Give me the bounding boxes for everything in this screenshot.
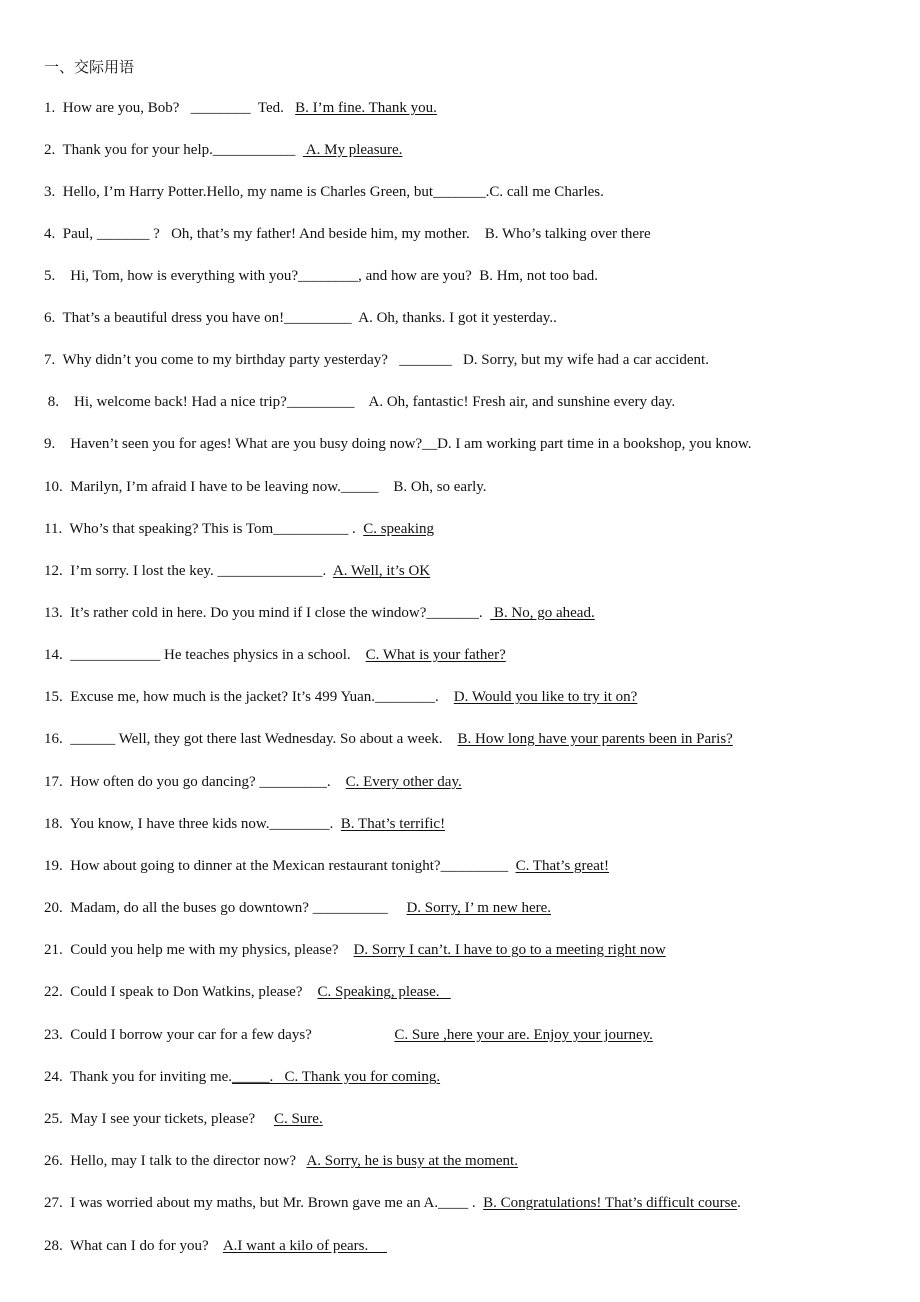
list-item: 22. Could I speak to Don Watkins, please? C. Speaking, please. — [44, 984, 451, 1000]
section-title: 一、交际用语 — [44, 58, 135, 76]
answer: C. Sure. — [273, 1111, 323, 1127]
list-item: 1. How are you, Bob? ________ Ted. B. I’m fine. Thank you. — [44, 100, 437, 116]
list-item: 17. How often do you go dancing? _________. C. Every other day. — [44, 774, 462, 790]
answer: C. Speaking, please. — [317, 984, 451, 1000]
answer: B. How long have your parents been in Paris? — [457, 731, 733, 747]
list-item: 28. What can I do for you? A.I want a kilo of pears. — [44, 1238, 387, 1254]
answer: A. Well, it’s OK — [332, 563, 431, 579]
list-item: 5. Hi, Tom, how is everything with you?________, and how are you? B. Hm, not too bad. — [44, 268, 599, 284]
answer: C. That’s great! — [515, 858, 610, 874]
answer: C. speaking — [363, 521, 435, 537]
list-item: 26. Hello, may I talk to the director now? A. Sorry, he is busy at the moment. — [44, 1153, 518, 1169]
answer: B. No, go ahead. — [490, 605, 595, 621]
list-item: 19. How about going to dinner at the Mexican restaurant tonight?_________ C. That’s great! — [44, 858, 610, 874]
list-item: 10. Marilyn, I’m afraid I have to be leaving now._____ B. Oh, so early. — [44, 479, 487, 495]
answer: B. That’s terrific! — [340, 816, 446, 832]
answer: B. Congratulations! That’s difficult course — [483, 1195, 738, 1211]
answer: C. Every other day. — [345, 774, 462, 790]
answer: B. I’m fine. Thank you. — [295, 100, 437, 116]
answer: C. What is your father? — [365, 647, 506, 663]
list-item: 21. Could you help me with my physics, please? D. Sorry I can’t. I have to go to a meeting right now — [44, 942, 666, 958]
list-item: 24. Thank you for inviting me._____. C. Thank you for coming. — [44, 1069, 441, 1085]
list-item: 8. Hi, welcome back! Had a nice trip?_________ A. Oh, fantastic! Fresh air, and sunshine every day. — [44, 394, 676, 410]
answer: C. Sure ,here your are. Enjoy your journey. — [394, 1027, 653, 1043]
answer: A.I want a kilo of pears. — [222, 1238, 387, 1254]
list-item: 3. Hello, I’m Harry Potter.Hello, my name is Charles Green, but_______.C. call me Charles. — [44, 184, 604, 200]
answer: D. Sorry, I’ m new here. — [406, 900, 552, 916]
list-item: 14. ____________ He teaches physics in a school. C. What is your father? — [44, 647, 506, 663]
list-item: 11. Who’s that speaking? This is Tom__________ . C. speaking — [44, 521, 435, 537]
list-item: 7. Why didn’t you come to my birthday party yesterday? _______ D. Sorry, but my wife had a car accident. — [44, 352, 709, 368]
answer: D. Would you like to try it on? — [453, 689, 638, 705]
list-item: 6. That’s a beautiful dress you have on!_________ A. Oh, thanks. I got it yesterday.. — [44, 310, 557, 326]
list-item: 4. Paul, _______ ? Oh, that’s my father! And beside him, my mother. B. Who’s talking over there — [44, 226, 651, 242]
answer: _____. C. Thank you for coming. — [232, 1069, 441, 1085]
list-item: 15. Excuse me, how much is the jacket? It’s 499 Yuan.________. D. Would you like to try it on? — [44, 689, 638, 705]
list-item: 16. ______ Well, they got there last Wednesday. So about a week. B. How long have your parents been in Paris? — [44, 731, 733, 747]
list-item: 18. You know, I have three kids now.________. B. That’s terrific! — [44, 816, 446, 832]
answer: D. Sorry I can’t. I have to go to a meeting right now — [353, 942, 666, 958]
list-item: 2. Thank you for your help.___________ A. My pleasure. — [44, 142, 403, 158]
list-item: 27. I was worried about my maths, but Mr. Brown gave me an A.____ . B. Congratulations! That’s difficult course. — [44, 1195, 741, 1211]
answer: A. Sorry, he is busy at the moment. — [306, 1153, 518, 1169]
answer: A. My pleasure. — [302, 142, 403, 158]
list-item: 23. Could I borrow your car for a few days? C. Sure ,here your are. Enjoy your journey. — [44, 1027, 653, 1043]
list-item: 25. May I see your tickets, please? C. Sure. — [44, 1111, 323, 1127]
list-item: 12. I’m sorry. I lost the key. ______________. A. Well, it’s OK — [44, 563, 431, 579]
list-item: 13. It’s rather cold in here. Do you mind if I close the window?_______. B. No, go ahead. — [44, 605, 595, 621]
list-item: 9. Haven’t seen you for ages! What are you busy doing now?__D. I am working part time in a bookshop, you know. — [44, 436, 752, 452]
list-item: 20. Madam, do all the buses go downtown? __________ D. Sorry, I’ m new here. — [44, 900, 552, 916]
